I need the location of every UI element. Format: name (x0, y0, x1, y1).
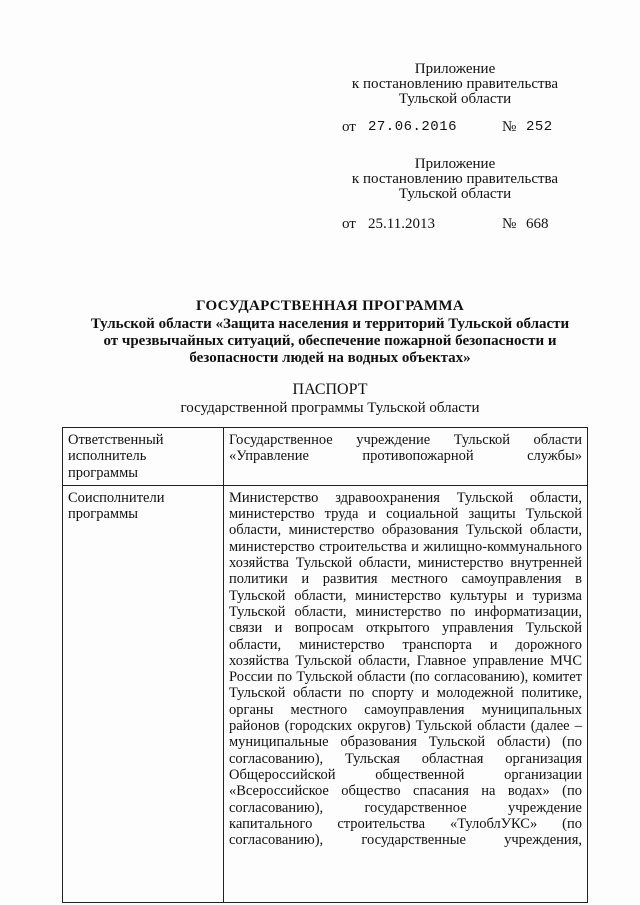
resolution-number-1: 252 (526, 119, 553, 135)
program-title-main: ГОСУДАРСТВЕННАЯ ПРОГРАММА (196, 298, 464, 314)
resolution-number-2: 668 (526, 216, 549, 232)
row-value-responsible: Государственное учреждение Тульской области «Управление противопожарной службы» (224, 428, 588, 486)
row-label-responsible: Ответственный исполнитель программы (63, 428, 224, 486)
from-label-1: от (342, 119, 356, 135)
program-title-line-2: от чрезвычайных ситуаций, обеспечение пожарной безопасности и (103, 333, 557, 349)
passport-subheading: государственной программы Тульской области (180, 400, 480, 416)
passport-table (62, 427, 588, 903)
passport-heading: ПАСПОРТ (292, 381, 368, 398)
attachment-2-line-2: к постановлению правительства (351, 171, 559, 187)
attachment-1-line-1: Приложение (414, 61, 496, 77)
program-title-line-1: Тульской области «Защита населения и территорий Тульской области (90, 316, 570, 332)
row-value-co-executors: Министерство здравоохранения Тульской области, министерство труда и социальной защиты Тульской области, министерство образования Тульской области, министерство строительства и жилищно-коммунального хозяйства Тульской области, министерство внутренней политики и развития местного самоуправления в Тульской области, министерство культуры и туризма Тульской области, министерство по информатизации, связи и вопросам открытого управления Тульской области, министерство транспорта и дорожного хозяйства Тульской области, Главное управление МЧС России по Тульской области (по согласованию), комитет Тульской области по спорту и молодежной политике, органы местного самоуправления муниципальных районов (городских округов) Тульской области (далее – муниципальные образования Тульской области) (по согласованию), Тульская областная организация Общероссийской общественной организации «Всероссийское общество спасания на водах» (по согласованию), государственное учреждение капитального строительства «ТулоблУКС» (по согласованию), государственные учреждения, (224, 485, 588, 902)
resolution-date-2: 25.11.2013 (368, 216, 435, 232)
resolution-date-1: 27.06.2016 (368, 119, 458, 135)
number-sign-1: № (502, 119, 517, 135)
program-title-line-3: безопасности людей на водных объектах» (189, 350, 471, 366)
attachment-header-1 (330, 62, 580, 107)
table-row (63, 428, 588, 486)
attachment-2-line-3: Тульской области (398, 186, 512, 202)
program-title (60, 298, 600, 367)
number-sign-2: № (502, 216, 517, 232)
row-label-co-executors: Соисполнители программы (63, 485, 224, 902)
attachment-1-line-2: к постановлению правительства (351, 76, 559, 92)
attachment-2-line-1: Приложение (414, 156, 496, 172)
attachment-header-2 (330, 157, 580, 202)
from-label-2: от (342, 216, 356, 232)
attachment-1-line-3: Тульской области (398, 91, 512, 107)
table-row (63, 485, 588, 902)
